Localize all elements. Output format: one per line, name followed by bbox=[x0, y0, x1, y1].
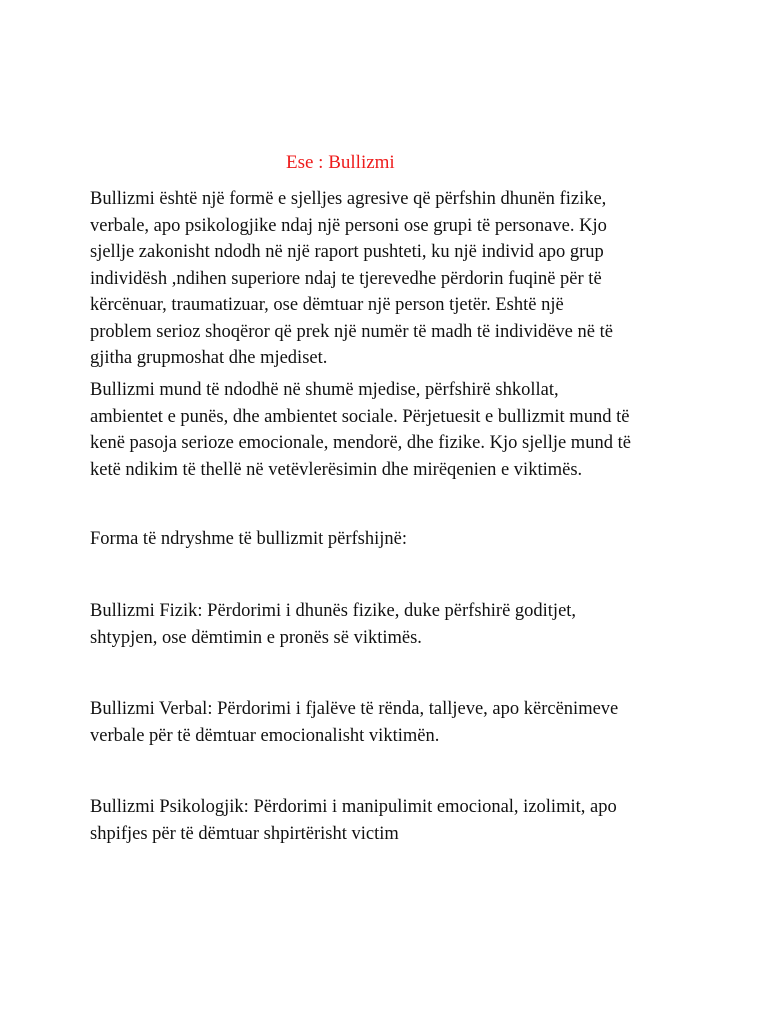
paragraph-line: verbale për të dëmtuar emocionalisht viktimën. bbox=[90, 725, 440, 746]
paragraph-line: gjitha grupmoshat dhe mjediset. bbox=[90, 348, 328, 368]
paragraph-settings bbox=[90, 377, 700, 483]
paragraph-psychological-bullying bbox=[90, 794, 700, 847]
paragraph-line: Bullizmi mund të ndodhë në shumë mjedise, përfshirë shkollat, bbox=[90, 380, 559, 400]
paragraph-line: Bullizmi Fizik: Përdorimi i dhunës fizike, duke përfshirë goditjet, bbox=[90, 601, 577, 621]
paragraph-line: shpifjes për të dëmtuar shpirtërisht victim bbox=[90, 823, 399, 844]
paragraph-line: shtypjen, ose dëmtimin e pronës së viktimës. bbox=[90, 627, 422, 648]
paragraph-line: Forma të ndryshme të bullizmit përfshijnë: bbox=[90, 529, 408, 549]
paragraph-line: Bullizmi është një formë e sjelljes agresive që përfshin dhunën fizike, bbox=[90, 189, 607, 209]
paragraph-line: sjellje zakonisht ndodh në një raport pushteti, ku një individ apo grup bbox=[90, 242, 604, 262]
paragraph-line: Bullizmi Verbal: Përdorimi i fjalëve të rënda, talljeve, apo kërcënimeve bbox=[90, 699, 619, 719]
paragraph-line: kërcënuar, traumatizuar, ose dëmtuar një person tjetër. Eshtë një bbox=[90, 295, 564, 315]
paragraph-definition bbox=[90, 186, 700, 372]
paragraph-line: Bullizmi Psikologjik: Përdorimi i manipulimit emocional, izolimit, apo bbox=[90, 797, 617, 817]
paragraph-physical-bullying bbox=[90, 598, 700, 651]
paragraph-line: kenë pasoja serioze emocionale, mendorë, dhe fizike. Kjo sjellje mund të bbox=[90, 433, 631, 453]
paragraph-forms-intro bbox=[90, 526, 700, 553]
essay-title: Ese : Bullizmi bbox=[286, 152, 395, 173]
paragraph-line: problem serioz shoqëror që prek një numër të madh të individëve në të bbox=[90, 321, 613, 342]
paragraph-line: individësh ,ndihen superiore ndaj te tjerevedhe përdorin fuqinë për të bbox=[90, 268, 602, 289]
paragraph-line: ketë ndikim të thellë në vetëvlerësimin dhe mirëqenien e viktimës. bbox=[90, 459, 583, 480]
paragraph-verbal-bullying bbox=[90, 696, 700, 749]
paragraph-line: verbale, apo psikologjike ndaj një personi ose grupi të personave. Kjo bbox=[90, 215, 607, 236]
paragraph-line: ambientet e punës, dhe ambientet sociale. Përjetuesit e bullizmit mund të bbox=[90, 406, 630, 427]
